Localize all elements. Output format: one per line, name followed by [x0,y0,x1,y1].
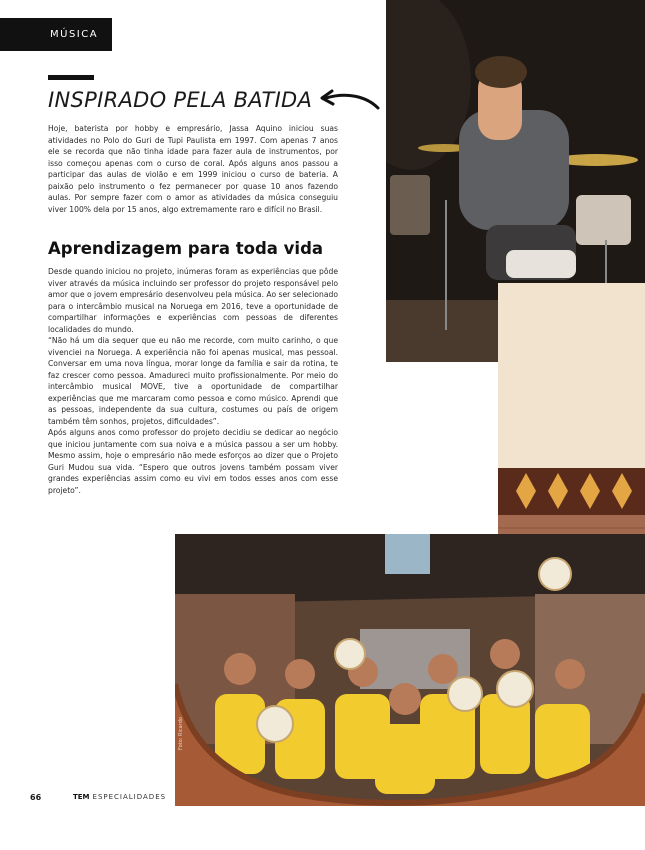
drum-detail-photo-icon [498,283,645,555]
footer-section: ESPECIALIDADES [92,793,167,801]
body-paragraph-4: Após alguns anos como professor do projeto decidiu se dedicar ao negócio que iniciou juntamente com sua noiva e a música passou a ser um hobby. Mesmo assim, hoje o empresário não mede esforços ao dizer que o Projeto Guri Mudou sua vida. “Espero que outros jovens também possam viver grandes experiências assim como eu vivi em todos esses anos com esse projeto”. [48,428,338,495]
body-paragraph-2: Desde quando iniciou no projeto, inúmeras foram as experiências que pôde viver através da música incluindo ser professor do projeto responsável pelo amor que o jovem empresário desenvolveu pela música. Ao ser selecionado para o intercâmbio musical na Noruega em 2016, teve a oportunidade de compartilhar informações e experiências com pessoas de diferentes localidades do mundo. [48,267,338,334]
headline-rule [48,75,94,80]
drum-detail-photo [498,283,645,555]
photo-credit: Foto: Ricardo [178,717,184,750]
page-number: 66 [30,793,42,802]
article-body [48,266,338,496]
body-paragraph-3: “Não há um dia sequer que eu não me recorde, com muito carinho, o que vivenciei na Noruega. A experiência não foi apenas musical, mas pessoal. Conversar em uma nova língua, morar longe da família e sair da rotina, te faz crescer como pessoa. Amadureci muito profissionalmente. Por meio do intercâmbio musical MOVE, tive a oportunidade de compartilhar experiências que me marcaram como pessoa e como músico. Aprendi que as pessoas, independente da sua cultura, costumes ou país de origem também têm sonhos, projetos, dificuldades”. [48,336,338,426]
article-headline: INSPIRADO PELA BATIDA [48,88,313,112]
article-intro [48,123,338,215]
intro-paragraph: Hoje, baterista por hobby e empresário, Jassa Aquino iniciou suas atividades no Polo do Guri de Tupi Paulista em 1997. Com apenas 7 anos ele se recorda que não tinha idade para fazer aula de instrumentos, por isso começou apenas com o curso de coral. Após alguns anos passou a participar das aulas de violão e em 1999 iniciou o curso de bateria. A paixão pelo instrumento o fez permanecer por quase 10 anos fazendo aulas. Por sempre fazer com o amor as atividades da música conseguiu viver 100% dela por 15 anos, algo extremamente raro e difícil no Brasil. [48,124,338,214]
section-tag-label: MÚSICA [50,29,99,40]
section-tag [0,18,112,51]
article-subheading: Aprendizagem para toda vida [48,239,324,258]
group-photo [175,534,645,806]
arrow-icon [318,88,382,116]
footer-brand [73,793,166,801]
group-photo-icon [175,534,645,806]
footer-brand-logo: TEM [73,793,90,801]
